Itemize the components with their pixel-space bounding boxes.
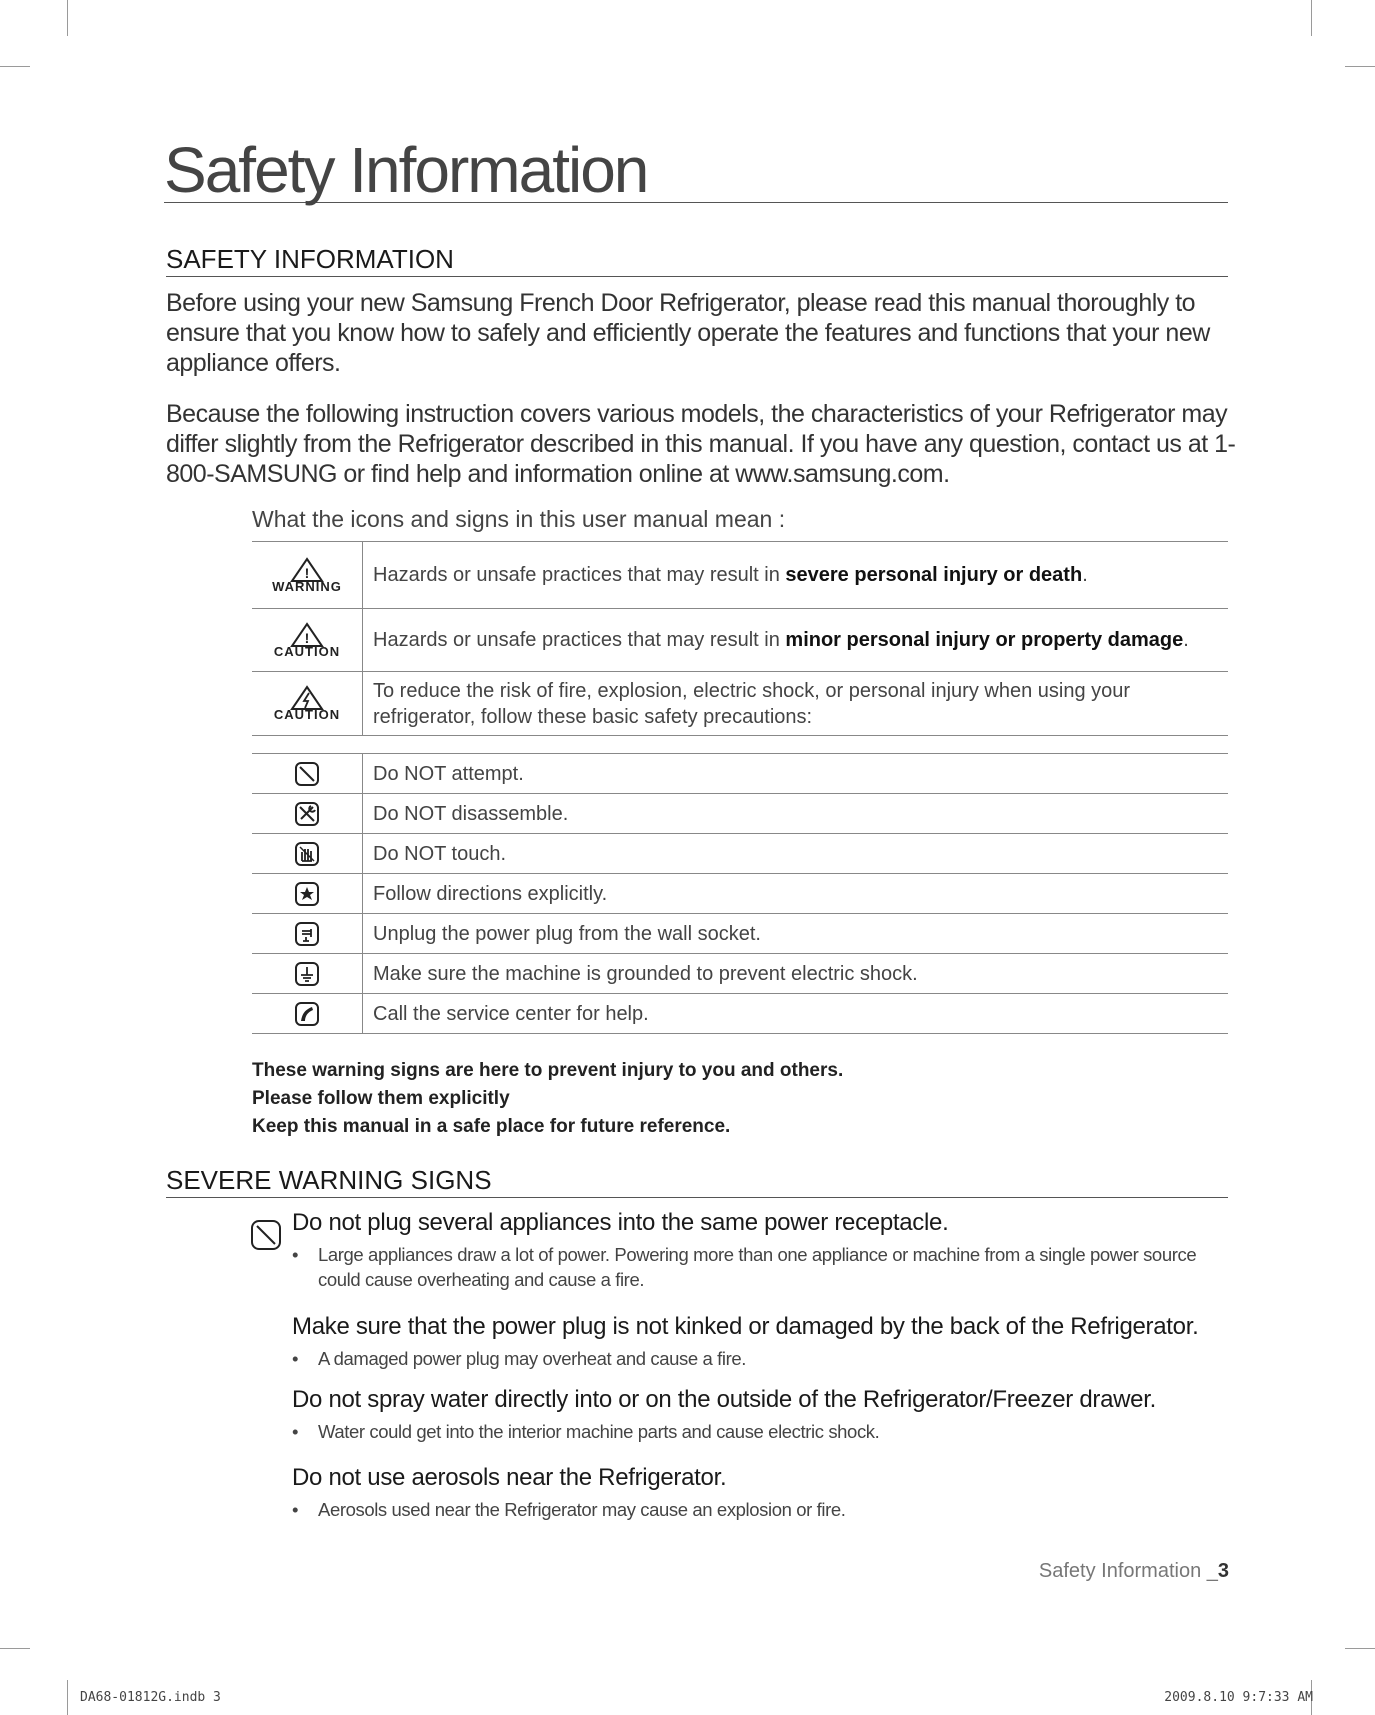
warning-bullet [292, 1497, 1232, 1522]
warning-bullet [292, 1346, 1232, 1371]
icon-description: Do NOT disassemble. [373, 802, 569, 825]
icon-description: Follow directions explicitly. [373, 882, 608, 905]
icon-description: Call the service center for help. [373, 1002, 649, 1025]
note-line: Keep this manual in a safe place for future reference. [252, 1116, 731, 1137]
print-slug-left: DA68-01812G.indb 3 [80, 1690, 221, 1705]
sign-text: Hazards or unsafe practices that may result in [373, 564, 786, 586]
bullet-text: Water could get into the interior machine parts and cause electric shock. [318, 1421, 880, 1442]
sign-cell [252, 672, 363, 735]
crop-mark [1345, 66, 1375, 67]
sign-row-warning [252, 542, 1228, 609]
print-slug-right: 2009.8.10 9:7:33 AM [1164, 1690, 1313, 1705]
icon-cell [252, 834, 363, 873]
prohibited-icon [250, 1219, 282, 1251]
icon-description: Do NOT touch. [373, 842, 507, 865]
crop-mark [67, 0, 68, 36]
bullet-text: Aerosols used near the Refrigerator may cause an explosion or fire. [318, 1499, 846, 1520]
icon-description: Make sure the machine is grounded to prevent electric shock. [373, 962, 918, 985]
sign-description [363, 609, 1228, 671]
crop-mark [1345, 1648, 1375, 1649]
no-touch-icon [294, 841, 320, 867]
sign-text-bold: severe personal injury or death [785, 564, 1083, 586]
icon-row [252, 994, 1228, 1034]
icon-row [252, 834, 1228, 874]
icon-row [252, 874, 1228, 914]
intro-paragraph-1: Before using your new Samsung French Door Refrigerator, please read this manual thoroughly to ensure that you know how to safely and efficiently operate the features and functions that your new appliance offers. [166, 289, 1210, 377]
ground-icon [294, 961, 320, 987]
crop-mark [0, 1648, 30, 1649]
svg-text:!: ! [304, 564, 310, 581]
sign-text: Hazards or unsafe practices that may result in [373, 629, 786, 651]
sign-label: CAUTION [273, 707, 341, 722]
icon-cell [252, 754, 363, 793]
sign-description [363, 672, 1228, 735]
section-heading-safety-information: SAFETY INFORMATION [166, 244, 1228, 277]
no-disassemble-icon [294, 801, 320, 827]
svg-text:!: ! [304, 629, 310, 646]
warning-bullet [292, 1242, 1232, 1292]
icon-row [252, 914, 1228, 954]
crop-mark [0, 66, 30, 67]
icons-intro-text: What the icons and signs in this user manual mean : [252, 506, 786, 532]
icon-cell [252, 914, 363, 953]
icon-row [252, 794, 1228, 834]
page-footer [1039, 1560, 1229, 1583]
icon-description: Unplug the power plug from the wall socket. [373, 922, 761, 945]
sign-row-electric-caution [252, 672, 1228, 736]
phone-icon [294, 1001, 320, 1027]
icons-table [252, 753, 1228, 1034]
intro-paragraph-2: Because the following instruction covers various models, the characteristics of your Refrigerator may differ slightly from the Refrigerator described in this manual. If you have any question, contact us at 1-800-SAMSUNG or find help and information online at www.samsung.com. [166, 400, 1236, 488]
note-line: These warning signs are here to prevent injury to you and others. [252, 1060, 844, 1081]
warning-title: Do not use aerosols near the Refrigerator. [292, 1464, 727, 1491]
signs-table [252, 541, 1228, 736]
section-heading-severe-warning-signs: SEVERE WARNING SIGNS [166, 1165, 1228, 1198]
sign-text-end: . [1183, 629, 1189, 651]
crop-mark [67, 1680, 68, 1715]
sign-label: WARNING [272, 578, 342, 594]
warning-title: Do not spray water directly into or on the outside of the Refrigerator/Freezer drawer. [292, 1386, 1156, 1413]
footer-label: Safety Information _ [1038, 1560, 1218, 1582]
warning-bullet [292, 1419, 1232, 1444]
icon-row [252, 754, 1228, 794]
icon-cell [252, 954, 363, 993]
page-title: Safety Information [164, 138, 1228, 203]
bullet-dot: • [292, 1421, 299, 1442]
follow-directions-icon [294, 881, 320, 907]
icon-description: Do NOT attempt. [373, 762, 524, 785]
bullet-text: Large appliances draw a lot of power. Powering more than one appliance or machine from a single power source could cause overheating and cause a fire. [318, 1244, 1197, 1290]
bullet-dot: • [292, 1244, 299, 1265]
sign-text: To reduce the risk of fire, explosion, electric shock, or personal injury when using your refrigerator, follow these basic safety precautions: [373, 679, 1131, 728]
sign-cell [252, 609, 363, 671]
note-line: Please follow them explicitly [252, 1088, 510, 1109]
sign-label: CAUTION [273, 643, 341, 659]
bullet-dot: • [292, 1348, 299, 1369]
icon-cell [252, 794, 363, 833]
sign-row-caution [252, 609, 1228, 672]
prohibited-icon [294, 761, 320, 787]
sign-cell [252, 542, 363, 608]
warning-title: Make sure that the power plug is not kinked or damaged by the back of the Refrigerator. [292, 1313, 1199, 1340]
page-number: 3 [1217, 1560, 1229, 1582]
warning-title: Do not plug several appliances into the same power receptacle. [292, 1209, 949, 1236]
sign-description [363, 542, 1228, 608]
icon-row [252, 954, 1228, 994]
sign-text-bold: minor personal injury or property damage [785, 629, 1184, 651]
sign-text-end: . [1082, 564, 1088, 586]
unplug-icon [294, 921, 320, 947]
crop-mark [1311, 0, 1312, 36]
bullet-text: A damaged power plug may overheat and cause a fire. [318, 1348, 746, 1369]
bullet-dot: • [292, 1499, 299, 1520]
warning-notes [252, 1057, 843, 1141]
icon-cell [252, 874, 363, 913]
icon-cell [252, 994, 363, 1033]
